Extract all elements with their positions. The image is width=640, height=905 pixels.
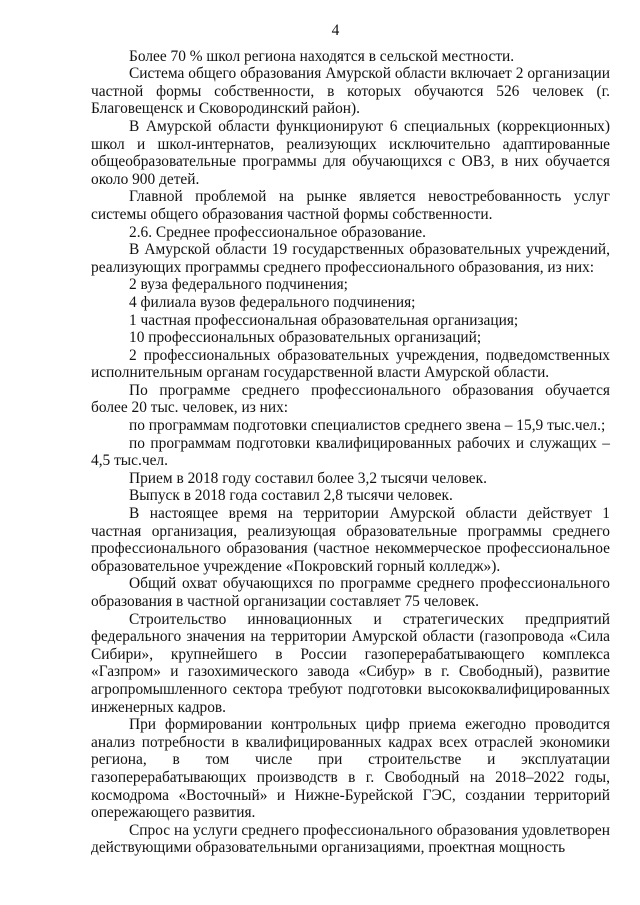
- list-item: по программам подготовки квалифицированных рабочих и служащих – 4,5 тыс.чел.: [91, 434, 610, 470]
- list-item: 1 частная профессиональная образовательная организация;: [129, 311, 519, 329]
- paragraph: При формировании контрольных цифр приема ежегодно проводится анализ потребности в квалифицированных кадрах всех отраслей экономики региона, в том числе при строительстве и эксплуатации газоперерабатывающих производств в г. Свободный на 2018–2022 годы, космодрома «Восточный» и Нижне-Бурейской ГЭС, создании территорий опережающего развития.: [91, 716, 610, 822]
- paragraph: В настоящее время на территории Амурской области действует 1 частная организация, реализующая образовательные программы среднего профессионального образования (частное некоммерческое профессиональное образовательное учреждение «Покровский горный колледж»).: [91, 505, 610, 575]
- paragraph: Прием в 2018 году составил более 3,2 тысячи человек.: [129, 469, 487, 487]
- paragraph: Выпуск в 2018 года составил 2,8 тысячи человек.: [129, 487, 453, 505]
- list-item: 2 профессиональных образовательных учреждения, подведомственных исполнительным органам государственной власти Амурской области.: [91, 346, 610, 382]
- paragraph: В Амурской области 19 государственных образовательных учреждений, реализующих программы среднего профессионального образования, из них:: [91, 241, 610, 276]
- list-item: 4 филиала вузов федерального подчинения;: [129, 293, 416, 311]
- paragraph: По программе среднего профессионального образования обучается более 20 тыс. человек, из них:: [91, 381, 610, 417]
- paragraph: Строительство инновационных и стратегических предприятий федерального значения на территории Амурской области (газопровода «Сила Сибири», крупнейшего в России газоперерабатывающего комплекса «Газпром» и газохимического завода «Сибур» в г. Свободный), развитие агропромышленного сектора требуют подготовки высококвалифицированных инженерных кадров.: [91, 610, 610, 716]
- section-heading: 2.6. Среднее профессиональное образование.: [129, 223, 426, 241]
- list-item: 2 вуза федерального подчинения;: [129, 276, 348, 294]
- paragraph: Система общего образования Амурской области включает 2 организации частной формы собственности, в которых обучаются 526 человек (г. Благовещенск и Сковородинский район).: [91, 65, 610, 118]
- paragraph: В Амурской области функционируют 6 специальных (коррекционных) школ и школ-интернатов, реализующих исключительно адаптированные общеобразовательные программы для обучающихся с ОВЗ, в них обучается около 900 детей.: [91, 117, 610, 188]
- paragraph: Более 70 % школ региона находятся в сельской местности.: [129, 47, 515, 65]
- list-item: по программам подготовки специалистов среднего звена – 15,9 тыс.чел.;: [129, 417, 606, 435]
- document-body: [91, 48, 610, 857]
- page-number: 4: [331, 22, 340, 39]
- list-item: 10 профессиональных образовательных организаций;: [129, 329, 482, 347]
- paragraph: Главной проблемой на рынке является невостребованность услуг системы общего образования частной формы собственности.: [91, 188, 610, 223]
- paragraph: Общий охват обучающихся по программе среднего профессионального образования в частной организации составляет 75 человек.: [91, 575, 610, 610]
- paragraph: Спрос на услуги среднего профессионального образования удовлетворен действующими образовательными организациями, проектная мощность: [91, 821, 610, 857]
